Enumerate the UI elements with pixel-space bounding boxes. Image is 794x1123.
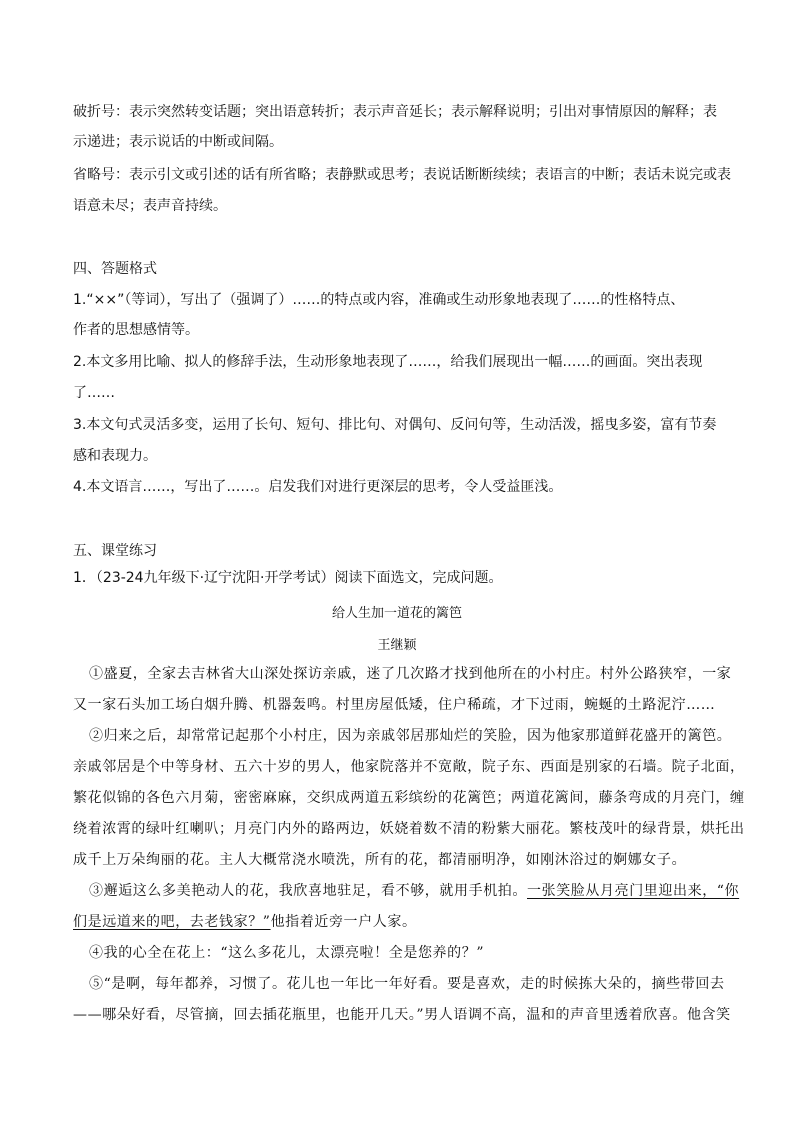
section3-line-3: 省略号：表示引文或引述的话有所省略；表静默或思考；表说话断断续续；表语言的中断；表话未说完或表 xyxy=(73,167,731,183)
section4-line-4: 了…… xyxy=(73,385,115,401)
section3-line-1: 破折号：表示突然转变话题；突出语意转折；表示声音延长；表示解释说明；引出对事情原因的解释；表 xyxy=(73,104,717,120)
passage-p2-line-5: 成千上万朵绚丽的花。主人大概常浇水喷洗，所有的花，都清丽明净，如刚沐浴过的婀娜女子。 xyxy=(73,852,687,868)
section4-heading: 四、答题格式 xyxy=(73,261,157,277)
passage-p4-line-1: ④我的心全在花上：“这么多花儿，太漂亮啦！全是您养的？” xyxy=(89,945,485,961)
section3-line-4: 语意未尽；表声音持续。 xyxy=(73,198,227,214)
section4-line-2: 作者的思想感情等。 xyxy=(73,322,199,338)
passage-p5-line-2: ——哪朵好看，尽管摘，回去插花瓶里，也能开几天。”男人语调不高，温和的声音里透着欣喜。他含笑 xyxy=(73,1007,731,1023)
passage-p1-line-2: 又一家石头加工场白烟升腾、机器轰鸣。村里房屋低矮，住户稀疏，才下过雨，蜿蜒的土路泥泞…… xyxy=(73,697,716,713)
section4-line-1: 1.“××”（等词），写出了（强调了）……的特点或内容，准确或生动形象地表现了……的性格特点、 xyxy=(73,292,685,308)
section4-line-7: 4.本文语言……，写出了……。启发我们对进行更深层的思考，令人受益匪浅。 xyxy=(73,479,563,495)
passage-p2-line-1: ②归来之后，却常常记起那个小村庄，因为亲戚邻居那灿烂的笑脸，因为他家那道鲜花盛开的篱笆。 xyxy=(89,728,732,744)
section4-line-6: 感和表现力。 xyxy=(73,448,157,464)
section3-line-2: 示递进；表示说话的中断或间隔。 xyxy=(73,134,283,150)
question-1-prompt: 1．（23-24九年级下·辽宁沈阳·开学考试）阅读下面选文，完成问题。 xyxy=(73,570,503,586)
passage-author: 王继颖 xyxy=(377,638,417,653)
passage-p2-line-4: 绕着浓霄的绿叶红喇叭；月亮门内外的路两边，妖娆着数不清的粉紫大丽花。繁枝茂叶的绿背景，烘托出 xyxy=(73,821,745,837)
passage-p2-line-3: 繁花似锦的各色六月菊，密密麻麻，交织成两道五彩缤纷的花篱笆；两道花篱间，藤条弯成的月亮门，缠 xyxy=(73,790,745,806)
passage-p2-line-2: 亲戚邻居是个中等身材、五六十岁的男人，他家院落并不宽敞，院子东、西面是别家的石墙。院子北面， xyxy=(73,759,745,775)
underlined-sentence-part-1: 一张笑脸从月亮门里迎出来，“你 xyxy=(527,883,740,899)
passage-p3-line-1 xyxy=(89,881,739,901)
section4-line-3: 2.本文多用比喻、拟人的修辞手法，生动形象地表现了……，给我们展现出一幅……的画面。突出表现 xyxy=(73,354,703,370)
section5-heading: 五、课堂练习 xyxy=(73,543,157,559)
section4-line-5: 3.本文句式灵活多变，运用了长句、短句、排比句、对偶句、反问句等，生动活泼，摇曳多姿，富有节奏 xyxy=(73,417,717,433)
passage-title: 给人生加一道花的篱笆 xyxy=(331,606,462,621)
underlined-sentence-part-2: 们是远道来的吧，去老钱家？” xyxy=(73,914,271,930)
passage-p1-line-1: ①盛夏，全家去吉林省大山深处探访亲戚，迷了几次路才找到他所在的小村庄。村外公路狭窄，一家 xyxy=(89,666,732,682)
passage-p3-text-2: 他指着近旁一户人家。 xyxy=(270,914,417,930)
passage-p3-line-2 xyxy=(73,912,417,932)
passage-p5-line-1: ⑤“是啊，每年都养，习惯了。花儿也一年比一年好看。要是喜欢，走的时候拣大朵的，摘些带回去 xyxy=(89,976,725,992)
passage-p3-text-1: ③邂逅这么多美艳动人的花，我欣喜地驻足，看不够，就用手机拍。 xyxy=(89,883,527,899)
